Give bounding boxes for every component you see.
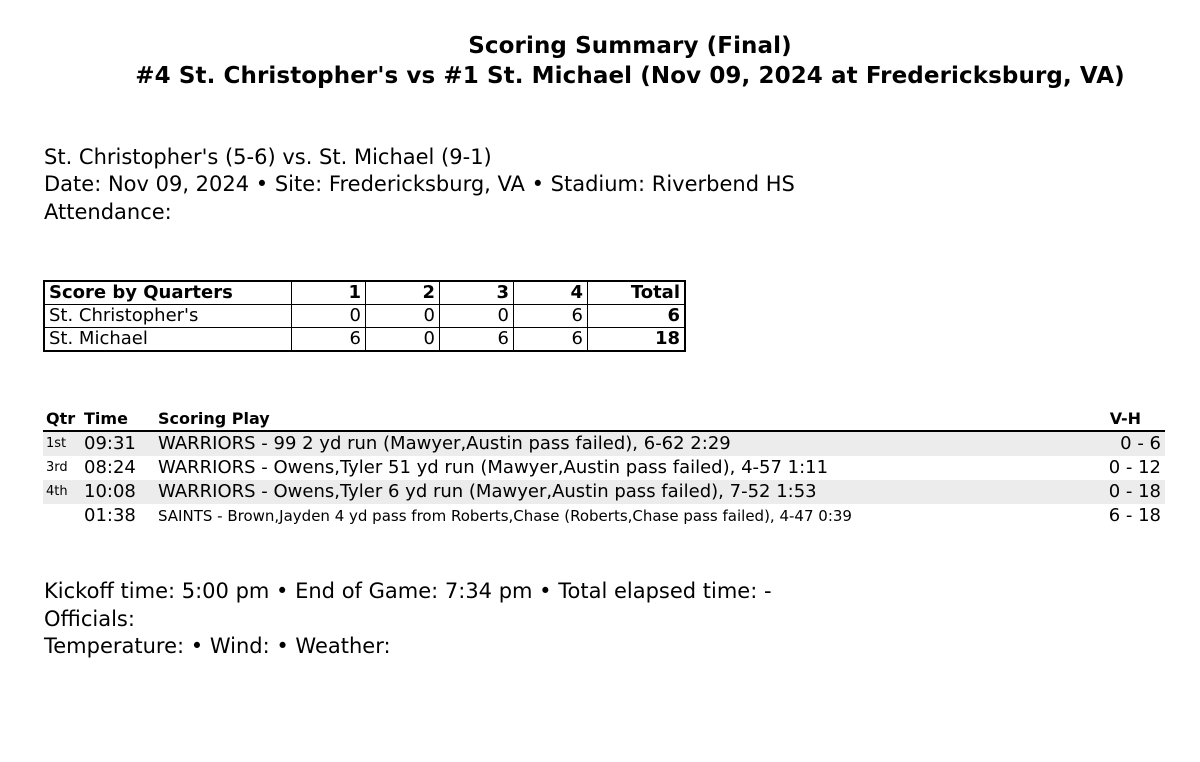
score-total: 18 [588, 328, 686, 352]
header-q1: 1 [292, 281, 366, 305]
score-q4: 6 [514, 305, 588, 328]
play-description: SAINTS - Brown,Jayden 4 yd pass from Roberts,Chase (Roberts,Chase pass failed), 4-47 0:39 [158, 507, 852, 525]
play-score: 6 - 18 [1108, 505, 1161, 526]
score-q2: 0 [366, 328, 440, 352]
score-q1: 0 [292, 305, 366, 328]
score-q3: 0 [440, 305, 514, 328]
matchup-line: St. Christopher's (5-6) vs. St. Michael (9-1) [44, 145, 492, 169]
game-title: #4 St. Christopher's vs #1 St. Michael (Nov 09, 2024 at Fredericksburg, VA) [135, 63, 1125, 89]
page-title: Scoring Summary (Final) [468, 33, 792, 59]
scoring-play-row [43, 456, 1165, 480]
scoring-play-row [43, 432, 1165, 456]
score-q3: 6 [440, 328, 514, 352]
score-by-quarters-table [43, 280, 686, 352]
score-q2: 0 [366, 305, 440, 328]
date-site-line: Date: Nov 09, 2024 • Site: Fredericksburg, VA • Stadium: Riverbend HS [44, 172, 795, 196]
play-description: WARRIORS - Owens,Tyler 6 yd run (Mawyer,Austin pass failed), 7-52 1:53 [158, 481, 817, 502]
play-description: WARRIORS - 99 2 yd run (Mawyer,Austin pass failed), 6-62 2:29 [158, 433, 731, 454]
game-times-line: Kickoff time: 5:00 pm • End of Game: 7:34 pm • Total elapsed time: - [44, 579, 772, 603]
header-q3: 3 [440, 281, 514, 305]
play-time: 08:24 [84, 457, 136, 478]
play-score: 0 - 6 [1120, 433, 1161, 454]
weather-line: Temperature: • Wind: • Weather: [44, 634, 391, 658]
attendance-line: Attendance: [44, 200, 172, 224]
play-score: 0 - 12 [1108, 457, 1161, 478]
play-time: 10:08 [84, 481, 136, 502]
score-table-header-label: Score by Quarters [44, 281, 292, 305]
scoring-play-row [43, 480, 1165, 504]
play-time: 01:38 [84, 505, 136, 526]
score-total: 6 [588, 305, 686, 328]
header-total: Total [588, 281, 686, 305]
col-vh: V-H [1109, 409, 1141, 428]
play-qtr: 3rd [46, 460, 68, 475]
col-scoring-play: Scoring Play [158, 409, 270, 428]
col-time: Time [84, 409, 128, 428]
play-time: 09:31 [84, 433, 136, 454]
score-q1: 6 [292, 328, 366, 352]
score-q4: 6 [514, 328, 588, 352]
team-name: St. Michael [44, 328, 292, 352]
scoring-play-row [43, 504, 1165, 528]
play-qtr: 4th [46, 484, 68, 499]
score-table-row [44, 305, 685, 328]
header-q2: 2 [366, 281, 440, 305]
play-score: 0 - 18 [1108, 481, 1161, 502]
scoring-plays-table [43, 408, 1165, 528]
header-q4: 4 [514, 281, 588, 305]
play-description: WARRIORS - Owens,Tyler 51 yd run (Mawyer,Austin pass failed), 4-57 1:11 [158, 457, 829, 478]
score-table-header-row [44, 281, 685, 305]
officials-line: Officials: [44, 607, 135, 631]
score-table-row [44, 328, 685, 352]
team-name: St. Christopher's [44, 305, 292, 328]
play-qtr: 1st [46, 436, 67, 451]
col-qtr: Qtr [46, 409, 76, 428]
scoring-plays-header [43, 408, 1165, 432]
